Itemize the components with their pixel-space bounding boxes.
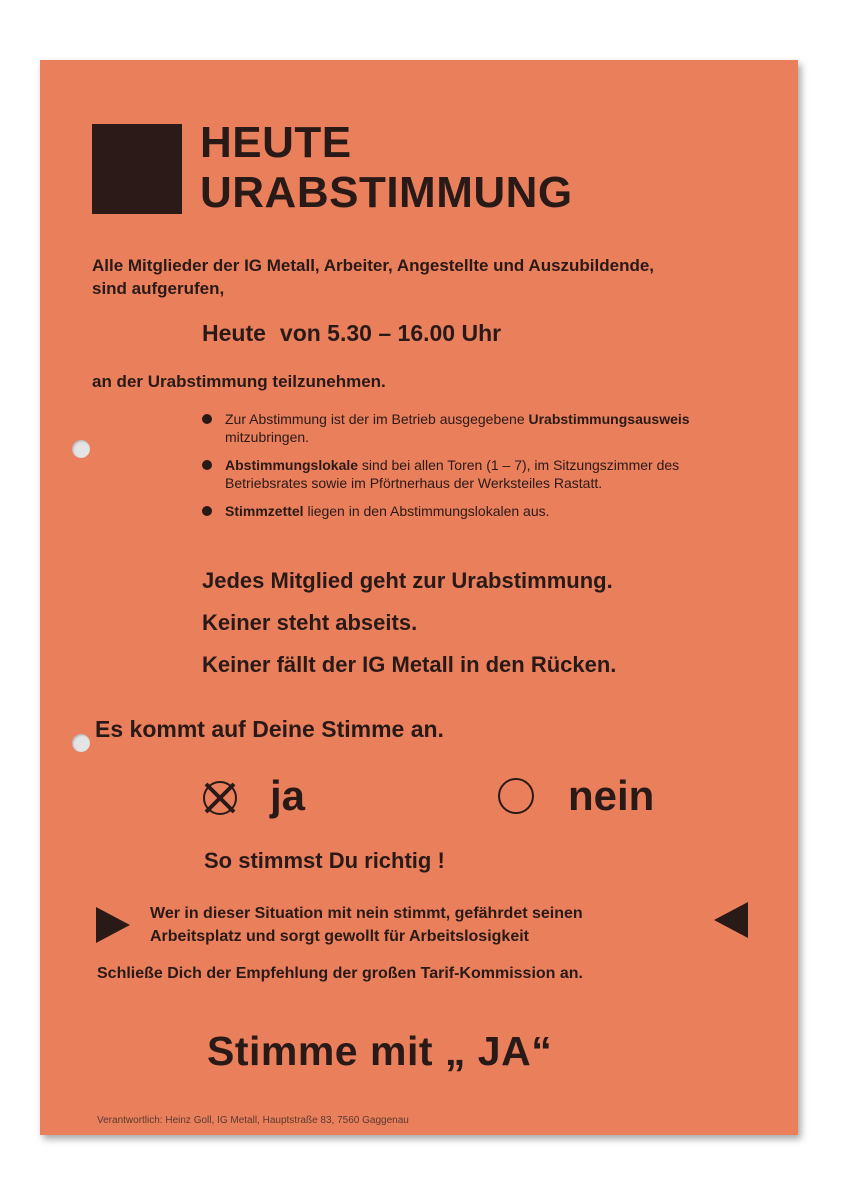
slogans (202, 560, 616, 686)
vote-yes-label: ja (270, 772, 306, 819)
warning-line-1: Wer in dieser Situation mit nein stimmt, gefährdet seinen (150, 905, 583, 922)
recommendation-text: Schließe Dich der Empfehlung der großen Tarif-Kommission an. (97, 965, 583, 982)
bullet-item: Abstimmungslokale sind bei allen Toren (1 – 7), im Sitzungszimmer des Betriebsrates sowie im Pförtnerhaus der Werksteiles Rastatt. (200, 456, 760, 492)
slogan-line: Keiner steht abseits. (202, 610, 418, 635)
info-bullet-list (200, 410, 760, 530)
footer-responsible: Verantwortlich: Heinz Goll, IG Metall, Hauptstraße 83, 7560 Gaggenau (97, 1115, 409, 1126)
bullet-dot-icon (202, 414, 212, 424)
voting-instruction: So stimmst Du richtig ! (204, 848, 445, 873)
vote-call: Es kommt auf Deine Stimme an. (95, 716, 444, 742)
triangle-right-icon (94, 905, 134, 945)
crossed-circle-icon (200, 778, 240, 818)
bullet-item: Zur Abstimmung ist der im Betrieb ausgegebene Urabstimmungsausweis mitzubringen. (200, 410, 760, 446)
empty-circle-icon (496, 776, 536, 816)
slogan-line: Jedes Mitglied geht zur Urabstimmung. (202, 568, 613, 593)
headline (200, 118, 573, 218)
voting-day: Heute (202, 320, 266, 346)
headline-line-2: URABSTIMMUNG (200, 168, 573, 217)
voting-time (202, 320, 501, 347)
black-square-logo (92, 124, 182, 214)
bullet-dot-icon (202, 460, 212, 470)
warning-text (150, 902, 710, 948)
intro-line-2: sind aufgerufen, (92, 279, 225, 298)
triangle-left-icon (710, 900, 750, 940)
punch-hole (72, 734, 90, 752)
vote-no-label: nein (568, 772, 655, 819)
bullet-item: Stimmzettel liegen in den Abstimmungslokalen aus. (200, 502, 760, 520)
headline-line-1: HEUTE (200, 118, 352, 167)
bullet-dot-icon (202, 506, 212, 516)
flyer-sheet (40, 60, 798, 1135)
slogan-line: Keiner fällt der IG Metall in den Rücken. (202, 652, 617, 677)
warning-line-2: Arbeitsplatz und sorgt gewollt für Arbeitslosigkeit (150, 928, 529, 945)
intro-line-1: Alle Mitglieder der IG Metall, Arbeiter, Angestellte und Auszubildende, (92, 256, 655, 275)
final-call: Stimme mit „ JA“ (207, 1028, 553, 1074)
punch-hole (72, 440, 90, 458)
participate-text: an der Urabstimmung teilzunehmen. (92, 372, 386, 391)
intro-text (92, 254, 772, 300)
voting-hours: von 5.30 – 16.00 Uhr (279, 320, 502, 346)
